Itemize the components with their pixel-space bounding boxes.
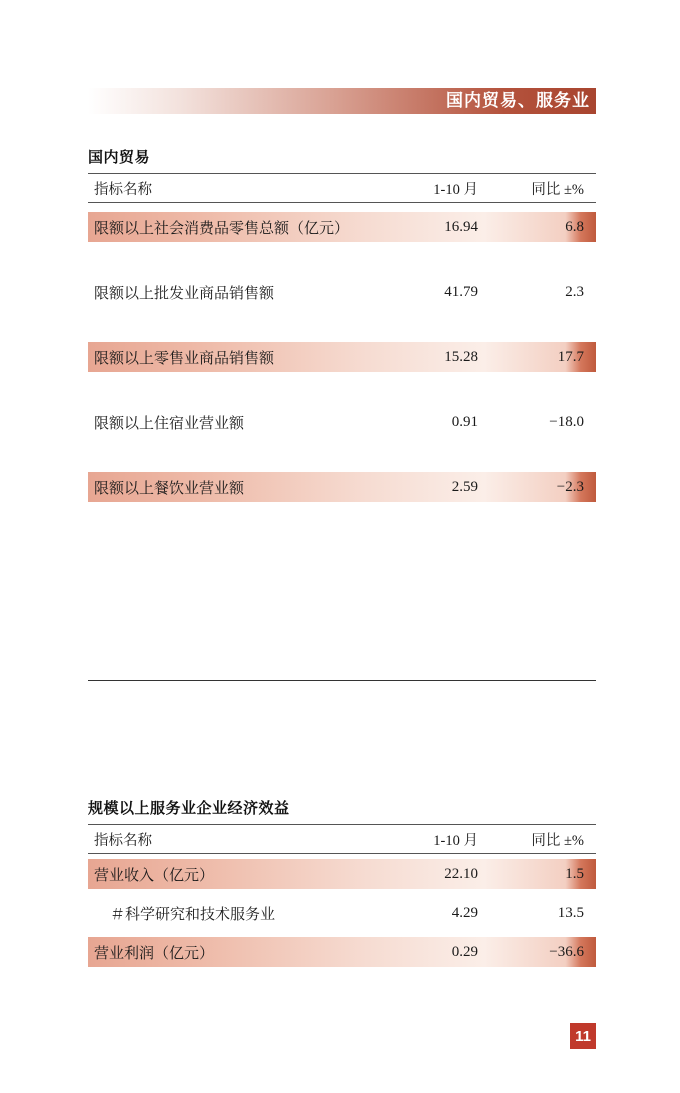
row-pct: 2.3: [565, 283, 584, 300]
row-label: 营业利润（亿元）: [94, 945, 215, 962]
row-pct: 6.8: [565, 218, 584, 235]
table2-col-value: 1-10 月: [433, 832, 478, 849]
section-heading-service-industry: 规模以上服务业企业经济效益: [88, 800, 290, 817]
table-service-industry: [88, 825, 596, 967]
table-row: [88, 889, 596, 937]
table1-col-name: 指标名称: [94, 181, 152, 198]
row-label: ＃科学研究和技术服务业: [110, 906, 276, 923]
table1-bottom-rule: [88, 680, 596, 681]
row-label: 限额以上零售业商品销售额: [94, 350, 275, 367]
row-label: 限额以上批发业商品销售额: [94, 285, 275, 302]
table-row: [88, 472, 596, 502]
section-heading-domestic-trade: 国内贸易: [88, 149, 151, 166]
table2-col-pct: 同比 ±%: [531, 832, 584, 849]
section-header-banner: [88, 88, 596, 114]
table-row: [88, 859, 596, 889]
row-label: 限额以上社会消费品零售总额（亿元）: [94, 220, 350, 237]
row-value: 4.29: [451, 904, 478, 921]
row-label: 限额以上住宿业营业额: [94, 415, 245, 432]
row-value: 0.29: [451, 943, 478, 960]
table2-header-row: [88, 825, 596, 853]
table2-col-name: 指标名称: [94, 832, 152, 849]
row-pct: −18.0: [549, 413, 584, 430]
table1-header-rule: [88, 202, 596, 203]
row-value: 22.10: [444, 865, 478, 882]
table-row: [88, 242, 596, 342]
header-title: 国内贸易、服务业: [446, 91, 590, 110]
table1-header-row: [88, 174, 596, 202]
table-row: [88, 212, 596, 242]
page-number-badge: 11: [570, 1023, 596, 1049]
row-value: 16.94: [444, 218, 478, 235]
row-value: 2.59: [451, 478, 478, 495]
row-label: 营业收入（亿元）: [94, 867, 215, 884]
row-value: 41.79: [444, 283, 478, 300]
row-pct: 1.5: [565, 865, 584, 882]
row-pct: −36.6: [549, 943, 584, 960]
row-value: 15.28: [444, 348, 478, 365]
table1-col-pct: 同比 ±%: [531, 181, 584, 198]
table-row: [88, 937, 596, 967]
table1-col-value: 1-10 月: [433, 181, 478, 198]
table2-header-rule: [88, 853, 596, 854]
row-pct: 13.5: [557, 904, 584, 921]
table-row: [88, 342, 596, 372]
table-row: [88, 372, 596, 472]
row-value: 0.91: [451, 413, 478, 430]
row-pct: 17.7: [557, 348, 584, 365]
row-pct: −2.3: [556, 478, 584, 495]
row-label: 限额以上餐饮业营业额: [94, 480, 245, 497]
table-domestic-trade: [88, 174, 596, 502]
